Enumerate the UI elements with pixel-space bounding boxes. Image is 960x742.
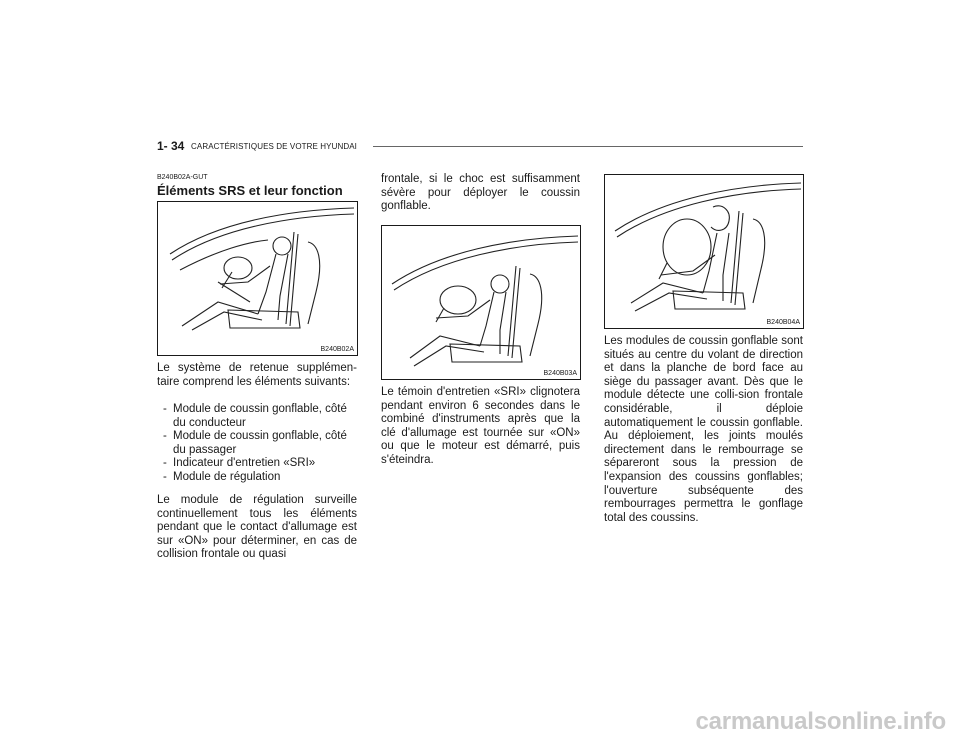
driver-airbag-illustration xyxy=(158,202,357,355)
intro-paragraph: Le système de retenue supplémen-taire comprend les éléments suivants: xyxy=(157,362,357,388)
components-list xyxy=(159,403,357,485)
list-item: - Module de régulation xyxy=(159,471,357,485)
airbag-modules-paragraph: Les modules de coussin gonflable sont situés au centre du volant de direction et dans la planche de bord face au siège du passager avant. Dès que le module détecte une colli-sion frontale considérable, il déploie automatiquement le coussin gonflable. Au déploiement, les joints moulés directement dans le rembourrage se sépareront sous la pression de l'expansion des coussins gonflables; l'ouverture subséquente des rembourrages permettra le gonflage total des coussins. xyxy=(604,335,803,524)
airbag-deploying-illustration xyxy=(382,226,580,379)
figure-label: B240B03A xyxy=(543,370,577,377)
figure-driver-airbag xyxy=(157,201,358,356)
figure-label: B240B02A xyxy=(320,346,354,353)
figure-airbag-deploying xyxy=(381,225,581,380)
list-item: - Module de coussin gonflable, côté du passager xyxy=(159,430,357,457)
list-item: - Module de coussin gonflable, côté du conducteur xyxy=(159,403,357,430)
continuation-paragraph: frontale, si le choc est suffisamment sévère pour déployer le coussin gonflable. xyxy=(381,173,580,213)
section-heading: Éléments SRS et leur fonction xyxy=(157,183,343,198)
watermark: carmanualsonline.info xyxy=(695,708,946,735)
page-number: 1- 34 xyxy=(157,139,185,153)
airbag-deployed-illustration xyxy=(605,175,803,328)
section-code: B240B02A-GUT xyxy=(157,174,208,181)
header-rule xyxy=(373,146,803,147)
figure-label: B240B04A xyxy=(766,319,800,326)
list-item: - Indicateur d'entretien «SRI» xyxy=(159,457,357,471)
control-module-paragraph: Le module de régulation surveille continuellement tous les éléments pendant que le contact d'allumage est sur «ON» pour déterminer, en cas de collision frontale ou quasi xyxy=(157,494,357,561)
page-header xyxy=(157,139,803,153)
sri-indicator-paragraph: Le témoin d'entretien «SRI» clignotera pendant environ 6 secondes dans le combiné d'instruments après que la clé d'allumage est tournée sur «ON» ou que le moteur est démarré, puis s'éteindra. xyxy=(381,386,580,466)
figure-airbag-deployed xyxy=(604,174,804,329)
section-title: CARACTÉRISTIQUES DE VOTRE HYUNDAI xyxy=(191,142,357,151)
